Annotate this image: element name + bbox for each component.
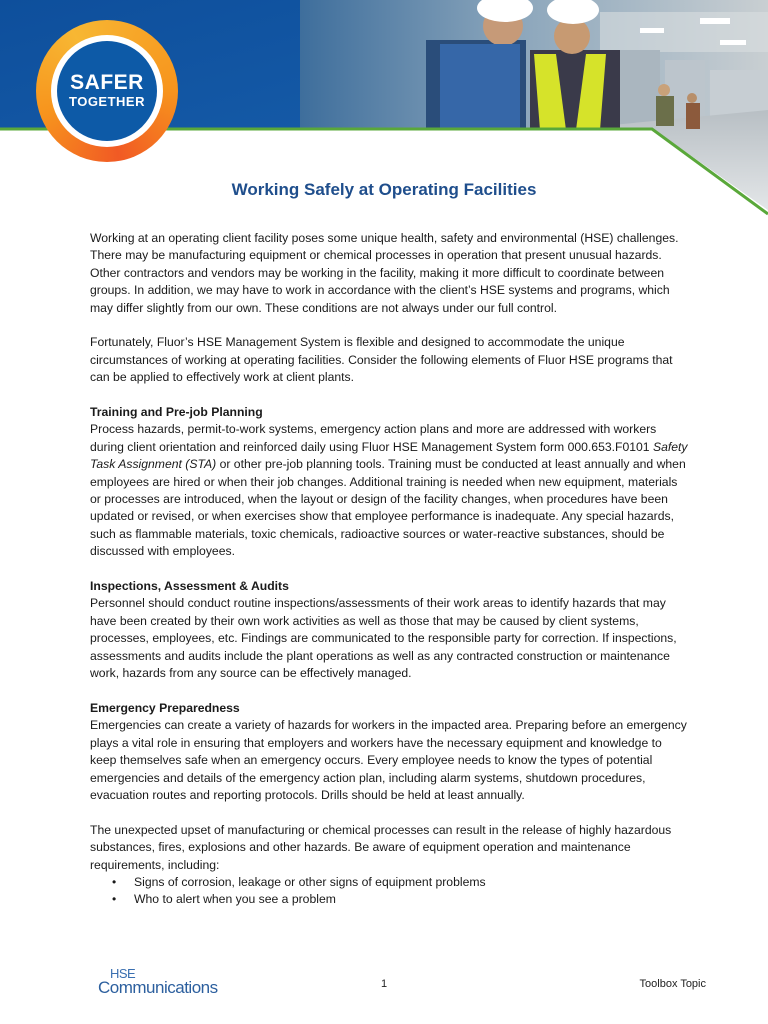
- inspections-section: [90, 578, 690, 682]
- bullet-icon: •: [112, 874, 117, 889]
- page-number: 1: [380, 978, 388, 990]
- emergency-heading: Emergency Preparedness: [90, 700, 240, 715]
- logo-text-line1: SAFER: [70, 71, 144, 94]
- emergency-section: [90, 700, 690, 804]
- upset-paragraph: The unexpected upset of manufacturing or chemical processes can result in the release of highly hazardous substances, fires, explosions and other hazards. Be aware of equipment operation and maintenance requirements, including:: [90, 822, 672, 872]
- training-section: [90, 404, 690, 561]
- bullet-item: [112, 874, 690, 891]
- footer-logo-top: HSE: [110, 966, 136, 981]
- inspections-text: Personnel should conduct routine inspections/assessments of their work areas to identify hazards that may have been created by their own work activities as well as those that may be caused by client systems, processes, employees, etc. Findings are communicated to the responsible party for correction. If inspections, assessments and audits include the plant operations as well as any contracted construction or maintenance work, hazards from any source can be effectively managed.: [90, 596, 677, 681]
- logo-core: [57, 41, 157, 141]
- training-text-after: or other pre-job planning tools. Training must be conducted at least annually and when employees are hired or when their job changes. Additional training is needed when new equipment, materials or processes are introduced, when the layout or design of the facility changes, when procedures have been updated or revised, or when exercises show that employee performance is inadequate. Any special hazards, such as flammable materials, toxic chemicals, radioactive sources or water-reactive substances, should be discussed with employees.: [90, 457, 686, 559]
- bullet-text: Signs of corrosion, leakage or other signs of equipment problems: [134, 874, 486, 889]
- banner-photo: [300, 0, 768, 210]
- training-text-italic: Safety Task Assignment (STA): [90, 439, 688, 472]
- bullet-icon: •: [112, 892, 117, 907]
- training-heading: Training and Pre-job Planning: [90, 405, 263, 420]
- bullet-item: [112, 891, 690, 908]
- document-body: [90, 230, 690, 909]
- page-title: Working Safely at Operating Facilities: [231, 180, 537, 199]
- upset-bullet-list: [90, 874, 690, 909]
- footer-logo-bottom: Communications: [98, 978, 218, 997]
- logo-text-line2: TOGETHER: [69, 94, 145, 109]
- training-text-before: Process hazards, permit-to-work systems, emergency action plans and more are addressed with workers during client orientation and reinforced daily using Fluor HSE Management System form 000.653.F0101: [90, 422, 657, 454]
- hse-communications-logo: [98, 966, 228, 1000]
- safer-together-logo: [36, 20, 178, 162]
- footer-label: Toolbox Topic: [639, 978, 706, 990]
- bullet-text: Who to alert when you see a problem: [134, 892, 336, 907]
- intro-paragraph: Working at an operating client facility poses some unique health, safety and environmental (HSE) challenges. There may be manufacturing equipment or chemical processes in operation that present unusual hazards. Other contractors and vendors may be working in the facility, making it more difficult to coordinate between groups. In addition, we may have to work in accordance with the client’s HSE systems and programs, which may differ slightly from our own. These conditions are not always under our full control.: [90, 231, 679, 315]
- logo-white-ring: [51, 35, 163, 147]
- emergency-text: Emergencies can create a variety of hazards for workers in the impacted area. Preparing before an emergency plays a vital role in ensuring that employers and workers have the necessary equipment and knowledge to keep themselves safe when an emergency occurs. Every employee needs to know the types of potential emergencies and details of the emergency action plan, including alarm systems, shutdown procedures, evacuation routes and reporting protocols. Drills should be held at least annually.: [90, 718, 687, 802]
- inspections-heading: Inspections, Assessment & Audits: [90, 579, 289, 594]
- fortunately-paragraph: Fortunately, Fluor’s HSE Management System is flexible and designed to accommodate the unique circumstances of working at operating facilities. Consider the following elements of Fluor HSE programs that can be applied to effectively work at client plants.: [90, 335, 673, 385]
